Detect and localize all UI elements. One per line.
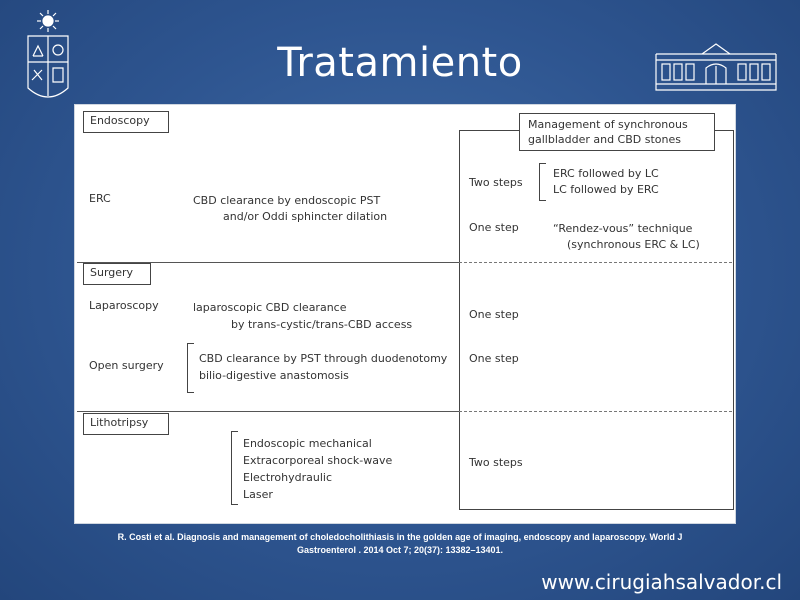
open-surgery-detail-line2: bilio-digestive anastomosis xyxy=(199,369,349,382)
erc-step-one-label: One step xyxy=(469,221,519,234)
open-surgery-bracket xyxy=(187,343,194,393)
lithotripsy-step-label: Two steps xyxy=(469,456,523,469)
lithotripsy-bracket xyxy=(231,431,238,505)
section-divider-2 xyxy=(77,411,459,412)
lithotripsy-item-electrohydraulic: Electrohydraulic xyxy=(243,471,333,484)
lithotripsy-label-text: Lithotripsy xyxy=(90,416,149,429)
erc-option-lc-then-erc: LC followed by ERC xyxy=(553,183,659,196)
slide-title: Tratamiento xyxy=(277,40,523,86)
row-label-laparoscopy: Laparoscopy xyxy=(89,299,159,312)
lithotripsy-item-laser: Laser xyxy=(243,488,273,501)
treatment-diagram xyxy=(74,104,736,524)
open-surgery-detail-line1: CBD clearance by PST through duodenotomy xyxy=(199,352,448,365)
open-surgery-step-label: One step xyxy=(469,352,519,365)
section-label-surgery xyxy=(83,263,151,285)
row-label-erc: ERC xyxy=(89,192,111,205)
laparoscopy-detail-line1: laparoscopic CBD clearance xyxy=(193,301,347,314)
section-divider-1-dashed xyxy=(459,262,732,263)
erc-option-erc-then-lc: ERC followed by LC xyxy=(553,167,659,180)
lithotripsy-item-extracorporeal: Extracorporeal shock-wave xyxy=(243,454,393,467)
erc-step-two-label: Two steps xyxy=(469,176,523,189)
laparoscopy-detail-line2: by trans-cystic/trans-CBD access xyxy=(231,318,413,331)
erc-detail-line1: CBD clearance by endoscopic PST xyxy=(193,194,381,207)
section-label-endoscopy xyxy=(83,111,169,133)
surgery-label-text: Surgery xyxy=(90,266,134,279)
management-header-line2: gallbladder and CBD stones xyxy=(528,133,681,146)
erc-option-rendezvous: “Rendez-vous” technique xyxy=(553,222,693,235)
laparoscopy-step-label: One step xyxy=(469,308,519,321)
citation-line1: R. Costi et al. Diagnosis and management of choledocholithiasis in the golden age of imaging, endoscopy and laparoscopy. World J xyxy=(117,532,683,542)
lithotripsy-item-endoscopic: Endoscopic mechanical xyxy=(243,437,372,450)
website-url: www.cirugiahsalvador.cl xyxy=(541,570,782,594)
management-header-box xyxy=(519,113,715,151)
two-steps-bracket xyxy=(539,163,546,201)
management-header-line1: Management of synchronous xyxy=(528,118,688,131)
erc-option-synchronous: (synchronous ERC & LC) xyxy=(567,238,700,251)
endoscopy-label-text: Endoscopy xyxy=(90,114,150,127)
citation-line2: Gastroenterol . 2014 Oct 7; 20(37): 13382–13401. xyxy=(296,545,504,555)
row-label-open-surgery: Open surgery xyxy=(89,359,164,372)
section-label-lithotripsy xyxy=(83,413,169,435)
reference-citation xyxy=(40,531,760,557)
erc-detail-line2: and/or Oddi sphincter dilation xyxy=(223,210,388,223)
section-divider-2-dashed xyxy=(459,411,732,412)
